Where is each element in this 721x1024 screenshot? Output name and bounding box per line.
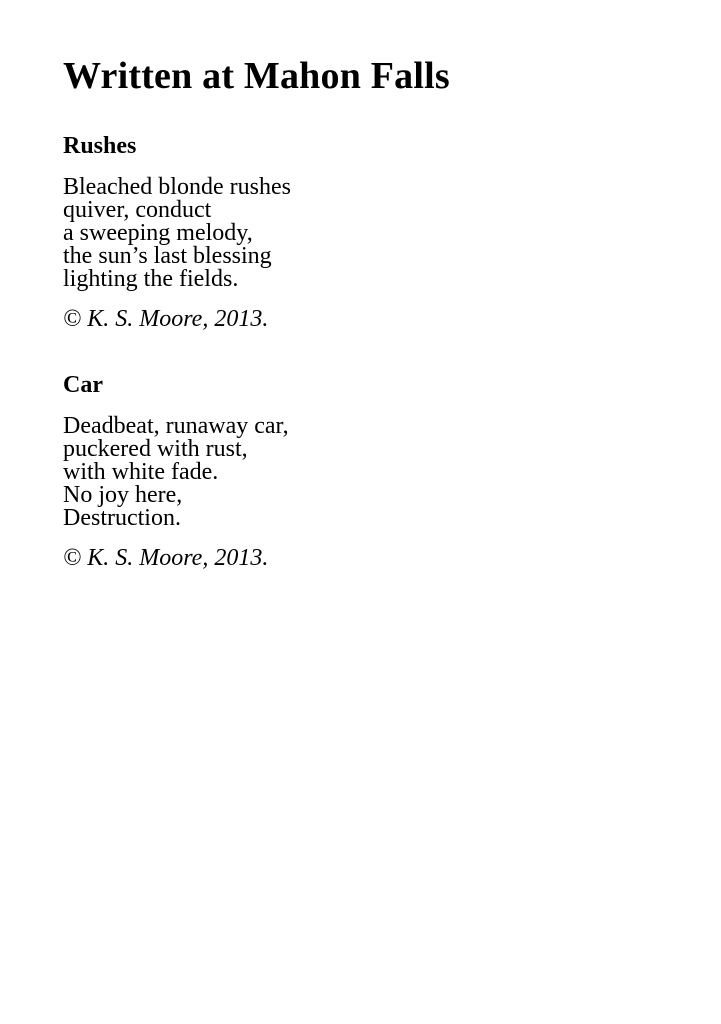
poem-line: with white fade. — [63, 459, 219, 485]
poem-car — [63, 371, 683, 572]
document-title: Written at Mahon Falls — [63, 55, 450, 97]
document-page — [63, 52, 683, 610]
poem-line: puckered with rust, — [63, 436, 248, 462]
poem-line: the sun’s last blessing — [63, 243, 272, 269]
poem-rushes — [63, 132, 683, 333]
poem-line: quiver, conduct — [63, 197, 212, 223]
poem-line: Bleached blonde rushes — [63, 174, 291, 200]
poem-line: Destruction. — [63, 505, 181, 531]
poem-title: Rushes — [63, 133, 137, 159]
poem-line: Deadbeat, runaway car, — [63, 413, 289, 439]
poem-body — [63, 176, 683, 291]
copyright-notice: © K. S. Moore, 2013. — [63, 545, 269, 571]
copyright-notice: © K. S. Moore, 2013. — [63, 306, 269, 332]
poem-line: No joy here, — [63, 482, 183, 508]
poem-title: Car — [63, 372, 103, 398]
poem-line: a sweeping melody, — [63, 220, 253, 246]
poem-line: lighting the fields. — [63, 266, 239, 292]
poem-body — [63, 415, 683, 530]
